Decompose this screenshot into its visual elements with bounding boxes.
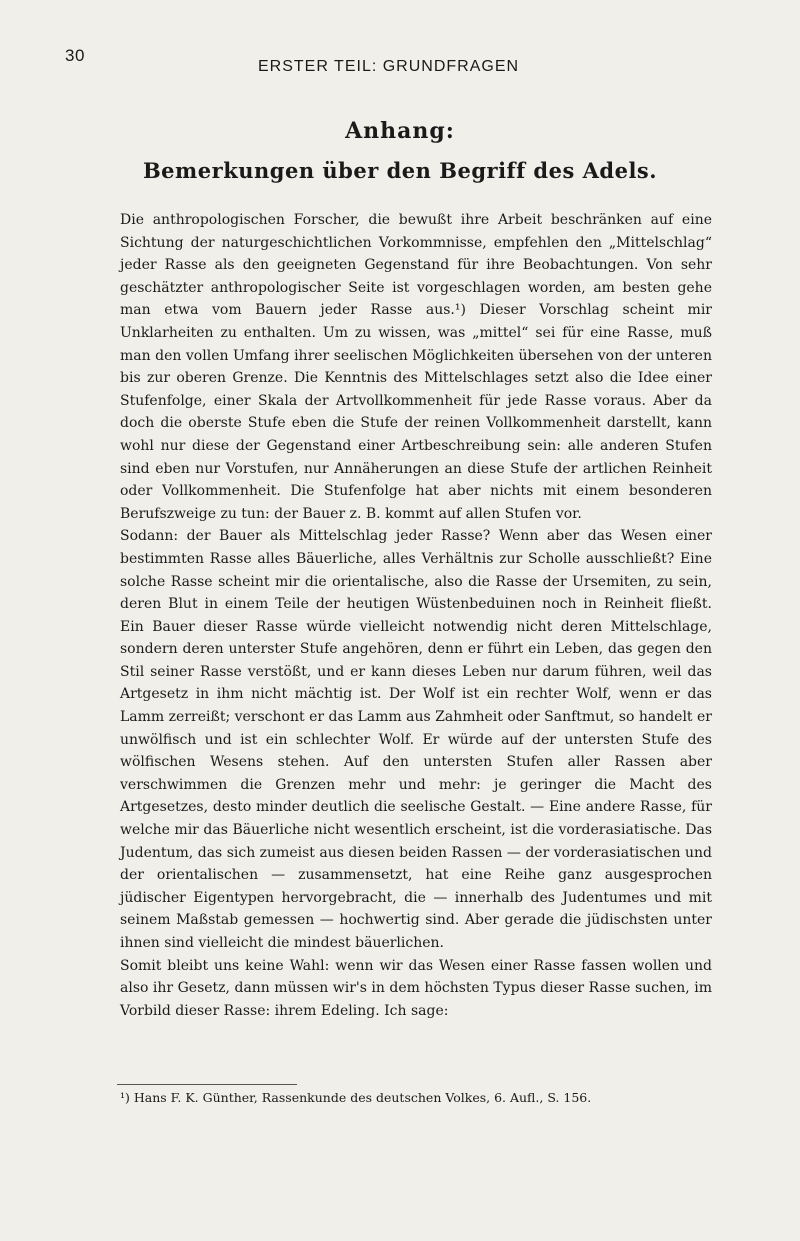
paragraph-3: Somit bleibt uns keine Wahl: wenn wir das Wesen einer Rasse fassen wollen und also ihr Gesetz, dann müssen wir's in dem höchsten Typus dieser Rasse suchen, im Vorbild dieser Rasse: ihrem Edeling. Ich sage: xyxy=(120,957,712,1019)
footnote: ¹) Hans F. K. Günther, Rassenkunde des deutschen Volkes, 6. Aufl., S. 156. xyxy=(120,1090,592,1105)
paragraph-1: Die anthropologischen Forscher, die bewußt ihre Arbeit beschränken auf eine Sichtung der naturgeschichtlichen Vorkommnisse, empfehlen den „Mittelschlag“ jeder Rasse als den geeigneten Gegenstand für ihre Beobachtungen. Von sehr geschätzter anthropologischer Seite ist vorgeschlagen worden, am besten gehe man etwa vom Bauern jeder Rasse aus.¹) Dieser Vorschlag scheint mir Unklarheiten zu enthalten. Um zu wissen, was „mittel“ sei für eine Rasse, muß man den vollen Umfang ihrer seelischen Möglichkeiten übersehen von der unteren bis zur oberen Grenze. Die Kenntnis des Mittelschlages setzt also die Idee einer Stufenfolge, einer Skala der Artvollkommenheit für jede Rasse voraus. Aber da doch die oberste Stufe eben die Stufe der reinen Vollkommenheit darstellt, kann wohl nur diese der Gegenstand einer Artbeschreibung sein: alle anderen Stufen sind eben nur Vorstufen, nur Annäherungen an diese Stufe der artlichen Reinheit oder Vollkommenheit. Die Stufenfolge hat aber nichts mit einem besonderen Berufszweige zu tun: der Bauer z. B. kommt auf allen Stufen vor. xyxy=(120,212,712,522)
section-title: Bemerkungen über den Begriff des Adels. xyxy=(142,158,658,183)
appendix-title: Anhang: xyxy=(345,118,455,144)
page-number: 30 xyxy=(65,46,85,65)
paragraph-2: Sodann: der Bauer als Mittelschlag jeder Rasse? Wenn aber das Wesen einer bestimmten Rasse alles Bäuerliche, alles Verhältnis zur Scholle ausschließt? Eine solche Rasse scheint mir die orientalische, also die Rasse der Ursemiten, zu sein, deren Blut in einem Teile der heutigen Wüstenbeduinen noch in Reinheit fließt. Ein Bauer dieser Rasse würde vielleicht notwendig nicht deren Mittelschlage, sondern deren unterster Stufe angehören, denn er führt ein Leben, das gegen den Stil seiner Rasse verstößt, und er kann dieses Leben nur darum führen, weil das Artgesetz in ihm nicht mächtig ist. Der Wolf ist ein rechter Wolf, wenn er das Lamm zerreißt; verschont er das Lamm aus Zahmheit oder Sanftmut, so handelt er unwölfisch und ist ein schlechter Wolf. Er würde auf der untersten Stufe des wölfischen Wesens stehen. Auf den untersten Stufen aller Rassen aber verschwimmen die Grenzen mehr und mehr: je geringer die Macht des Artgesetzes, desto minder deutlich die seelische Gestalt. — Eine andere Rasse, für welche mir das Bäuerliche nicht wesentlich erscheint, ist die vorderasiatische. Das Judentum, das sich zumeist aus diesen beiden Rassen — der vorderasiatischen und der orientalischen — zusammensetzt, hat eine Reihe ganz ausgesprochen jüdischer Eigentypen hervorgebracht, die — innerhalb des Judentumes und mit seinem Maßstab gemessen — hochwertig sind. Aber gerade die jüdischsten unter ihnen sind vielleicht die mindest bäuerlichen. xyxy=(120,528,712,951)
body-text xyxy=(120,209,712,1022)
footnote-rule xyxy=(117,1084,297,1085)
running-head: ERSTER TEIL: GRUNDFRAGEN xyxy=(258,58,520,75)
